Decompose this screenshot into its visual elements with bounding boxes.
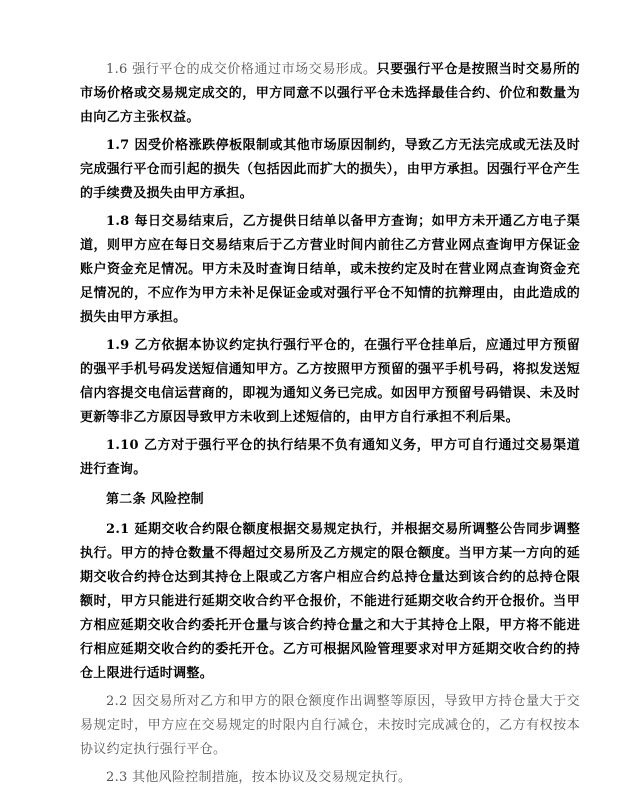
clause-2-2: 2.2 因交易所对乙方和甲方的限仓额度作出调整等原因，导致甲方持仓量大于交易规定时，甲方应在交易规定的时限内自行减仓，未按时完成减仓的，乙方有权按本协议约定执行强行平仓。 [80,694,580,757]
section-2-title: 第二条 风险控制 [106,492,204,507]
clause-2-1: 2.1 延期交收合约限仓额度根据交易规定执行，并根据交易所调整公告同步调整执行。甲方的持仓数量不得超过交易所及乙方规定的限仓额度。当甲方某一方向的延期交收合约持仓达到其持仓上限或乙方客户相应合约总持仓量达到该合约的总持仓限额时，甲方只能进行延期交收合约平仓报价，不能进行延期交收合约开仓报价。当甲方相应延期交收合约委托开仓量与该合约持仓量之和大于其持仓上限，甲方将不能进行相应延期交收合约的委托开仓。乙方可根据风险管理要求对甲方延期交收合约的持仓上限进行适时调整。 [80,522,580,681]
clause-1-10: 1.10 乙方对于强行平仓的执行结果不负有通知义务，甲方可自行通过交易渠道进行查询。 [80,438,580,477]
clause-1-6 [80,58,580,130]
document-page [80,58,580,794]
clause-1-8: 1.8 每日交易结束后，乙方提供日结单以备甲方查询；如甲方未开通乙方电子渠道，则甲方应在每日交易结束后于乙方营业时间内前往乙方营业网点查询甲方保证金账户资金充足情况。甲方未及时查询日结单，或未按约定及时在营业网点查询资金充足情况的，不应作为甲方未补足保证金或对强行平仓不知情的抗辩理由，由此造成的损失由甲方承担。 [80,214,580,325]
clause-1-7: 1.7 因受价格涨跌停板限制或其他市场原因制约，导致乙方无法完成或无法及时完成强行平仓而引起的损失（包括因此而扩大的损失），由甲方承担。因强行平仓产生的手续费及损失由甲方承担。 [80,138,580,201]
clause-1-9: 1.9 乙方依据本协议约定执行强行平仓的，在强行平仓挂单后，应通过甲方预留的强平手机号码发送短信通知甲方。乙方按照甲方预留的强平手机号码，将拟发送短信内容提交电信运营商的，即视为通知义务已完成。如因甲方预留号码错误、未及时更新等非乙方原因导致甲方未收到上述短信的，由甲方自行承担不利后果。 [80,338,580,425]
clause-1-6-bold-text: 只要强行平仓是按照当时交易所的市场价格或交易规定成交的，甲方同意不以强行平仓未选择最佳合约、价位和数量为由向乙方主张权益。 [80,62,580,125]
clause-2-3: 2.3 其他风险控制措施，按本协议及交易规定执行。 [106,770,412,785]
clause-1-6-text: 1.6 强行平仓的成交价格通过市场交易形成。 [106,62,377,77]
